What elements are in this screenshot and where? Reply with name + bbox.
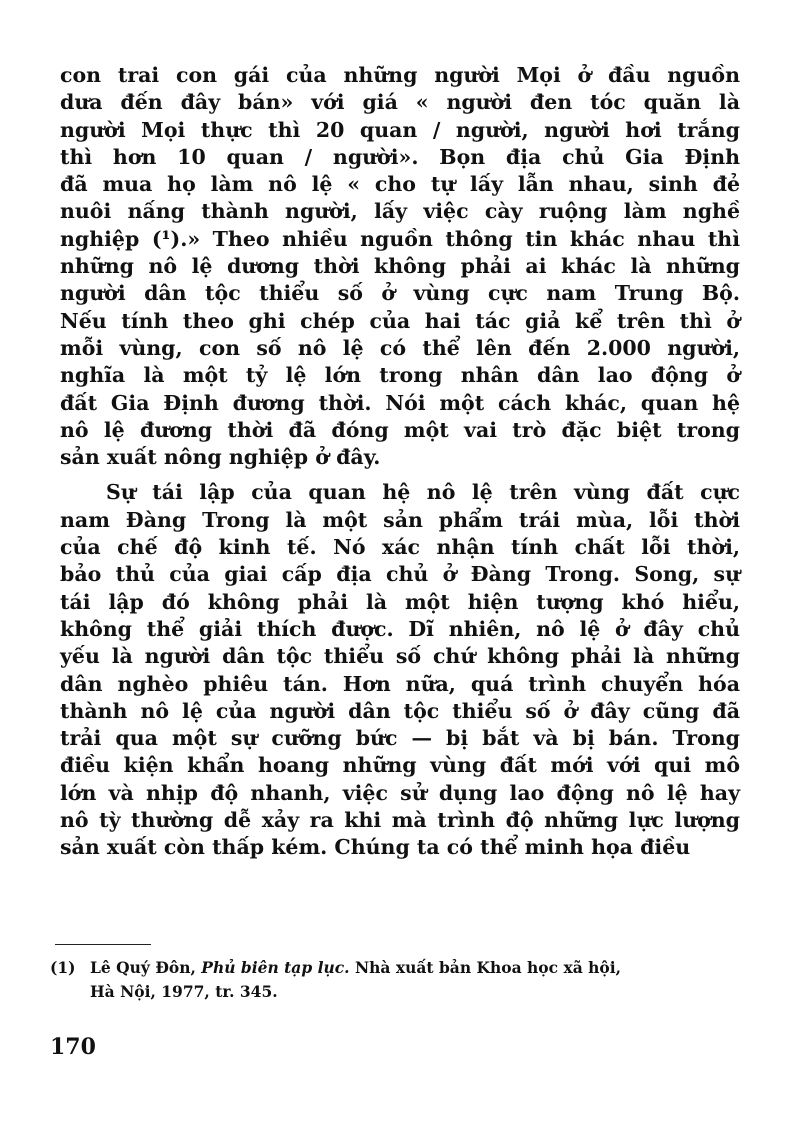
text-line: sản xuất nông nghiệp ở đây. <box>60 445 381 470</box>
text-line: đất Gia Định đương thời. Nói một cách khác, quan hệ <box>60 390 740 415</box>
text-line: thành nô lệ của người dân tộc thiểu số ở đây cũng đã <box>60 698 740 723</box>
text-line: đã mua họ làm nô lệ « cho tự lấy lẫn nhau, sinh đẻ <box>60 172 740 197</box>
text-line: nô tỳ thường dễ xảy ra khi mà trình độ những lực lượng <box>60 808 740 833</box>
text-line: những nô lệ dương thời không phải ai khác là những <box>60 254 740 279</box>
text-line: Sự tái lập của quan hệ nô lệ trên vùng đất cực <box>106 480 740 505</box>
footnote-separator <box>55 944 151 945</box>
text-line: nghiệp (¹).» Theo nhiều nguồn thông tin khác nhau thì <box>60 226 740 251</box>
text-line: điều kiện khẩn hoang những vùng đất mới với qui mô <box>60 753 740 778</box>
paragraph-1 <box>60 62 740 471</box>
text-line: con trai con gái của những người Mọi ở đầu nguồn <box>60 63 740 87</box>
footnote-line-1 <box>50 956 750 980</box>
page-number: 170 <box>50 1034 96 1060</box>
text-line: thì hơn 10 quan / người». Bọn địa chủ Gia Định <box>60 144 740 169</box>
footnote <box>50 956 750 1004</box>
text-line: không thể giải thích được. Dĩ nhiên, nô lệ ở đây chủ <box>60 616 740 641</box>
text-line: sản xuất còn thấp kém. Chúng ta có thể minh họa điều <box>60 835 691 860</box>
text-line: nghĩa là một tỷ lệ lớn trong nhân dân lao động ở <box>60 363 740 388</box>
text-line: dưa đến đây bán» với giá « người đen tóc quăn là <box>60 90 740 115</box>
body-text <box>60 62 740 862</box>
footnote-author: Lê Quý Đôn, <box>90 958 196 977</box>
text-line: dân nghèo phiêu tán. Hơn nữa, quá trình chuyển hóa <box>60 671 740 696</box>
text-line: bảo thủ của giai cấp địa chủ ở Đàng Trong. Song, sự <box>60 562 740 587</box>
footnote-ref: (1) <box>50 958 76 977</box>
text-line: nuôi nấng thành người, lấy việc cày ruộng làm nghề <box>60 199 740 224</box>
footnote-publisher: Nhà xuất bản Khoa học xã hội, <box>354 958 622 977</box>
footnote-line-2: Hà Nội, 1977, tr. 345. <box>90 982 278 1001</box>
text-line: trải qua một sự cưỡng bức — bị bắt và bị bán. Trong <box>60 726 740 751</box>
footnote-title: Phủ biên tạp lục. <box>201 958 350 977</box>
text-line: yếu là người dân tộc thiểu số chứ không phải là những <box>60 644 740 669</box>
text-line: người Mọi thực thì 20 quan / người, người hơi trắng <box>60 117 740 142</box>
text-line: của chế độ kinh tế. Nó xác nhận tính chất lỗi thời, <box>60 535 740 560</box>
text-line: lớn và nhịp độ nhanh, việc sử dụng lao động nô lệ hay <box>60 780 740 805</box>
text-line: Nếu tính theo ghi chép của hai tác giả kể trên thì ở <box>60 308 740 333</box>
paragraph-2 <box>60 479 740 861</box>
text-line: người dân tộc thiểu số ở vùng cực nam Trung Bộ. <box>60 281 740 306</box>
text-line: tái lập đó không phải là một hiện tượng khó hiểu, <box>60 589 740 614</box>
text-line: nô lệ đương thời đã đóng một vai trò đặc biệt trong <box>60 417 740 442</box>
text-line: nam Đàng Trong là một sản phẩm trái mùa, lỗi thời <box>60 507 740 532</box>
text-line: mỗi vùng, con số nô lệ có thể lên đến 2.000 người, <box>60 335 740 360</box>
